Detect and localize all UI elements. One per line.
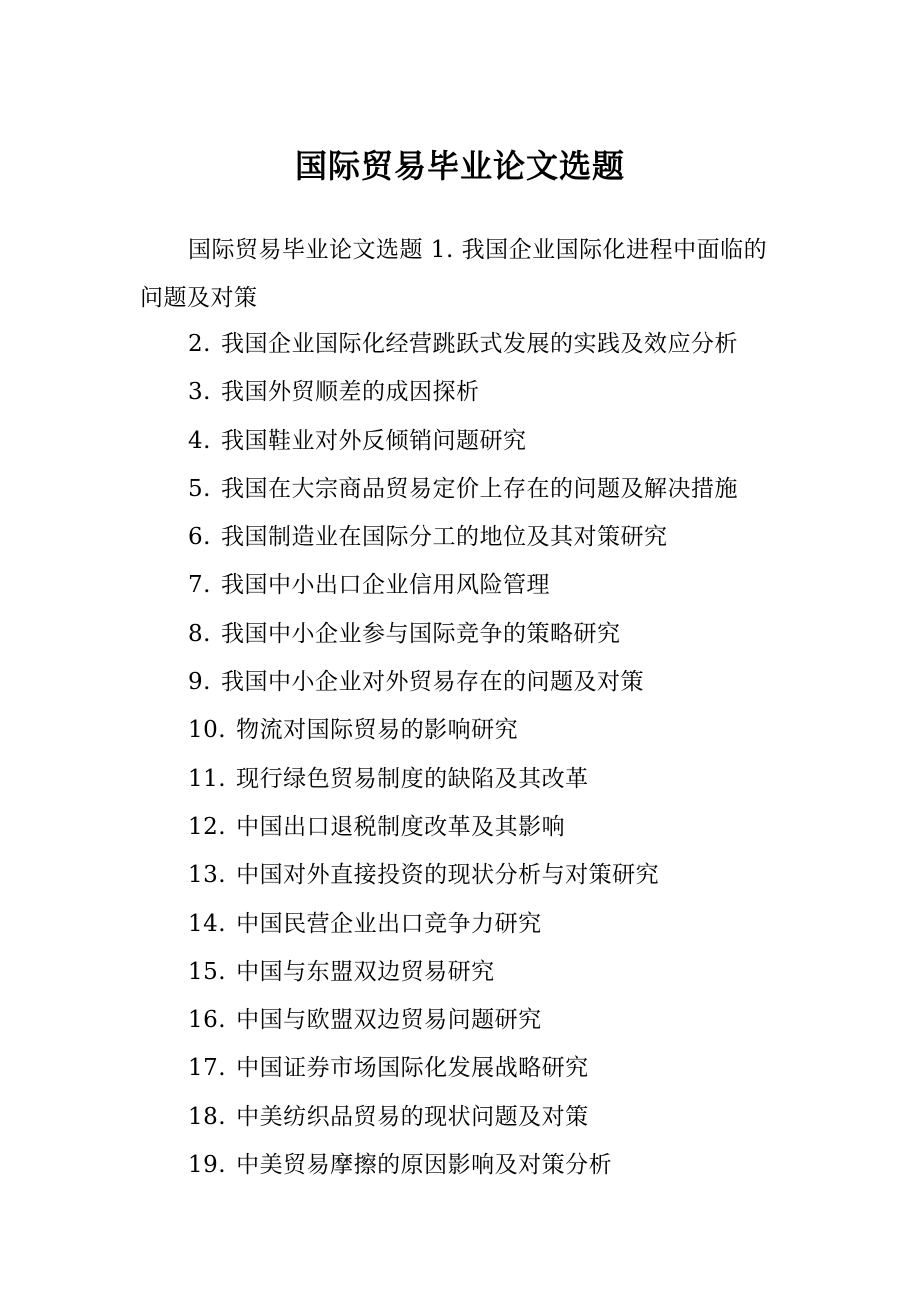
topic-text: 中国对外直接投资的现状分析与对策研究 — [236, 862, 660, 889]
list-item — [188, 1141, 738, 1189]
topic-number: 2. — [188, 331, 211, 357]
topic-text: 我国制造业在国际分工的地位及其对策研究 — [220, 524, 668, 551]
list-item — [188, 658, 738, 706]
topic-list — [188, 320, 738, 1189]
topic-text: 物流对国际贸易的影响研究 — [236, 717, 519, 744]
topic-text: 中美贸易摩擦的原因影响及对策分析 — [236, 1152, 613, 1179]
topic-number: 19. — [188, 1152, 227, 1179]
list-item — [188, 706, 738, 754]
list-item — [188, 996, 738, 1044]
list-item — [188, 803, 738, 851]
topic-number: 3. — [188, 379, 211, 406]
topic-number: 10. — [188, 717, 227, 744]
topic-number: 7. — [188, 572, 211, 599]
topic-number: 9. — [188, 669, 211, 696]
topic-text: 中国证券市场国际化发展战略研究 — [236, 1055, 589, 1082]
topic-text: 现行绿色贸易制度的缺陷及其改革 — [236, 765, 589, 792]
list-item — [188, 368, 738, 416]
topic-number: 11. — [188, 765, 227, 792]
list-item — [188, 610, 738, 658]
topic-number: 14. — [188, 910, 227, 937]
intro-paragraph: 国际贸易毕业论文选题 1. 我国企业国际化进程中面临的问题及对策 — [140, 237, 768, 311]
topic-number: 13. — [188, 862, 227, 889]
topic-text: 我国企业国际化经营跳跃式发展的实践及效应分析 — [220, 331, 738, 357]
topic-text: 我国鞋业对外反倾销问题研究 — [220, 427, 527, 454]
list-item — [188, 465, 738, 513]
list-item — [188, 320, 738, 368]
list-item — [188, 900, 738, 948]
topic-number: 17. — [188, 1055, 227, 1082]
topic-text: 中国民营企业出口竞争力研究 — [236, 910, 542, 937]
list-item — [188, 851, 738, 899]
list-item — [188, 1044, 738, 1092]
list-item — [188, 948, 738, 996]
topic-number: 8. — [188, 620, 211, 647]
topic-number: 6. — [188, 524, 211, 551]
topic-text: 我国中小企业参与国际竞争的策略研究 — [220, 620, 621, 647]
list-item — [188, 755, 738, 803]
topic-number: 15. — [188, 958, 227, 985]
topic-text: 中国出口退税制度改革及其影响 — [236, 813, 566, 840]
topic-number: 18. — [188, 1103, 227, 1130]
topic-text: 我国外贸顺差的成因探析 — [220, 379, 480, 406]
topic-text: 我国中小出口企业信用风险管理 — [220, 572, 550, 599]
topic-number: 5. — [188, 475, 211, 502]
topic-text: 中美纺织品贸易的现状问题及对策 — [236, 1103, 589, 1130]
list-item — [188, 417, 738, 465]
topic-text: 我国中小企业对外贸易存在的问题及对策 — [220, 669, 644, 696]
list-item — [188, 513, 738, 561]
topic-number: 16. — [188, 1007, 227, 1034]
topic-text: 中国与欧盟双边贸易问题研究 — [236, 1007, 542, 1034]
topic-number: 4. — [188, 427, 211, 454]
topic-number: 12. — [188, 813, 227, 840]
list-item — [188, 1093, 738, 1141]
topic-text: 我国在大宗商品贸易定价上存在的问题及解决措施 — [220, 475, 738, 502]
topic-text: 中国与东盟双边贸易研究 — [236, 958, 495, 985]
page-title: 国际贸易毕业论文选题 — [294, 147, 625, 185]
list-item — [188, 561, 738, 609]
